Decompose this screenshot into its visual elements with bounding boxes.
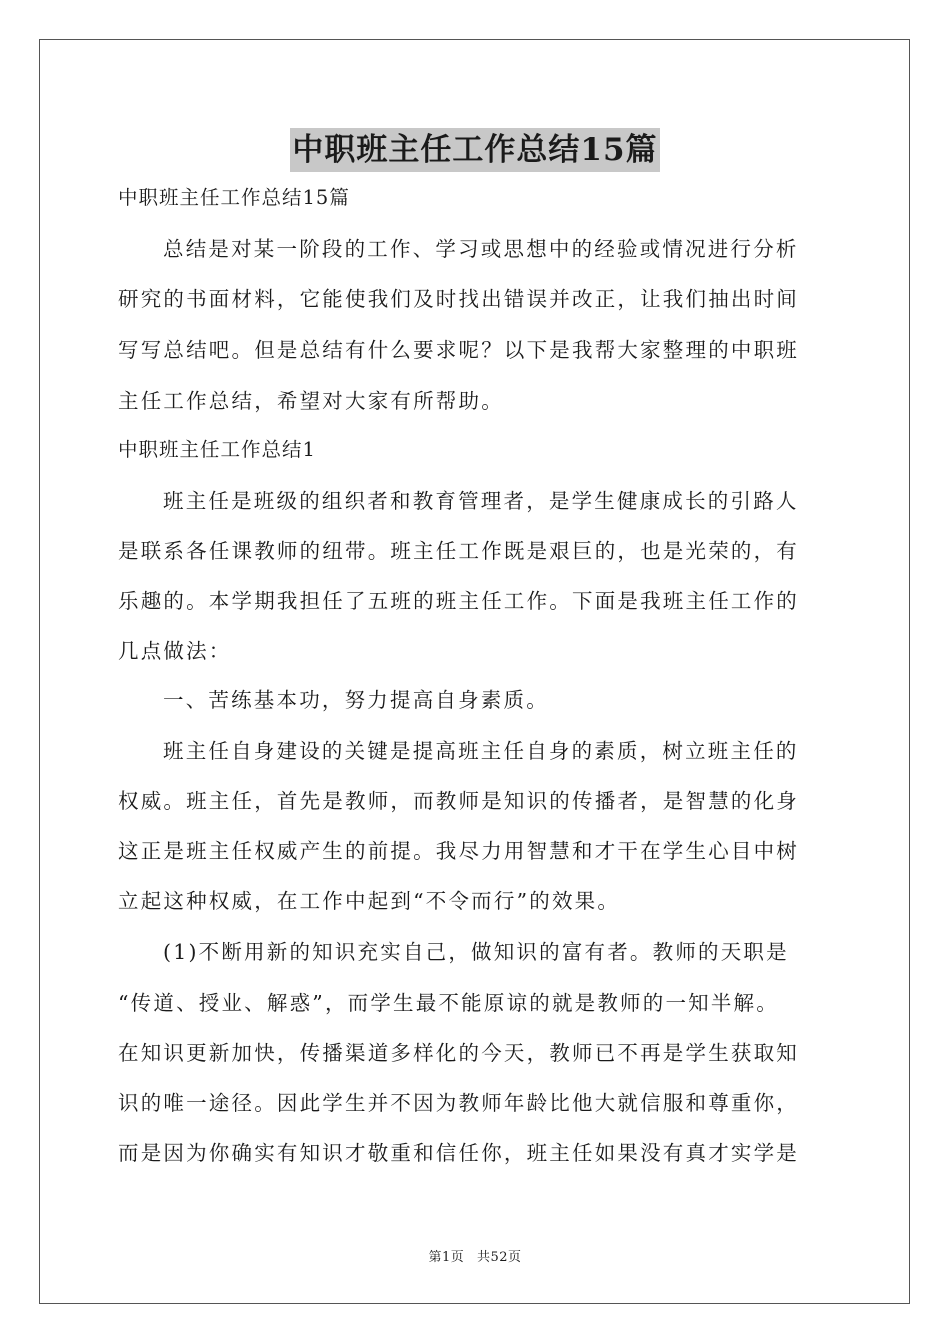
body-line: “传道、授业、解惑”，而学生最不能原谅的就是教师的一知半解。 xyxy=(118,991,779,1015)
body-line: 主任工作总结，希望对大家有所帮助。 xyxy=(118,389,504,413)
body-line: 立起这种权威，在工作中起到“不令而行”的效果。 xyxy=(118,889,621,913)
section-heading: 中职班主任工作总结1 xyxy=(118,438,316,461)
body-line: 这正是班主任权威产生的前提。我尽力用智慧和才干在学生心目中树 xyxy=(118,839,799,863)
body-line: 一、苦练基本功，努力提高自身素质。 xyxy=(163,688,549,712)
body-line: 而是因为你确实有知识才敬重和信任你，班主任如果没有真才实学是 xyxy=(118,1141,799,1165)
body-line: 班主任是班级的组织者和教育管理者，是学生健康成长的引路人 xyxy=(163,489,799,513)
body-line: 写写总结吧。但是总结有什么要求呢？以下是我帮大家整理的中职班 xyxy=(118,338,799,362)
page-footer xyxy=(0,1246,950,1265)
page-total: 共52页 xyxy=(476,1250,522,1265)
document-title: 中职班主任工作总结15篇 xyxy=(290,128,659,172)
body-line: 乐趣的。本学期我担任了五班的班主任工作。下面是我班主任工作的 xyxy=(118,589,799,613)
subtitle-line: 中职班主任工作总结15篇 xyxy=(118,186,350,209)
body-line: 识的唯一途径。因此学生并不因为教师年龄比他大就信服和尊重你， xyxy=(118,1091,799,1115)
body-line: (1)不断用新的知识充实自己，做知识的富有者。教师的天职是 xyxy=(163,940,789,964)
body-line: 研究的书面材料，它能使我们及时找出错误并改正，让我们抽出时间 xyxy=(118,287,799,311)
body-line: 几点做法： xyxy=(118,639,232,663)
body-line: 班主任自身建设的关键是提高班主任自身的素质，树立班主任的 xyxy=(163,739,799,763)
body-line: 总结是对某一阶段的工作、学习或思想中的经验或情况进行分析 xyxy=(163,237,799,261)
body-line: 权威。班主任，首先是教师，而教师是知识的传播者，是智慧的化身 xyxy=(118,789,799,813)
body-line: 是联系各任课教师的纽带。班主任工作既是艰巨的，也是光荣的，有 xyxy=(118,539,799,563)
document-title-block xyxy=(0,128,950,172)
page-number: 第1页 xyxy=(428,1250,465,1265)
body-line: 在知识更新加快，传播渠道多样化的今天，教师已不再是学生获取知 xyxy=(118,1041,799,1065)
